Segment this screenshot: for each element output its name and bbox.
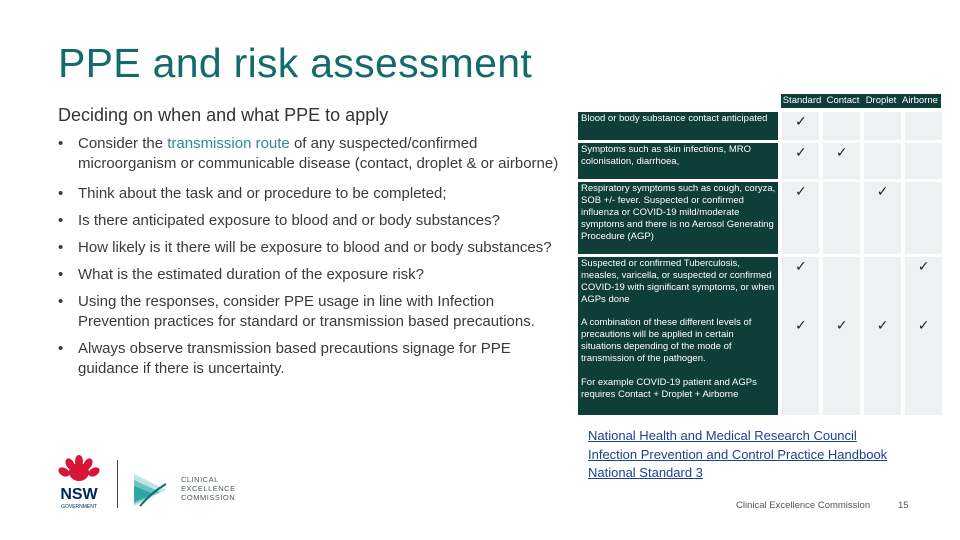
table-row — [578, 112, 942, 140]
check-droplet — [864, 143, 901, 179]
check-contact — [823, 257, 860, 316]
nsw-government-logo — [50, 455, 108, 511]
check-airborne — [905, 143, 942, 179]
table-header — [781, 94, 941, 108]
reference-links — [588, 427, 887, 483]
cec-logo-icon — [130, 470, 170, 510]
check-standard: ✓ — [782, 182, 819, 254]
table-row — [578, 257, 942, 316]
nsw-logo-text: NSW — [60, 486, 98, 503]
bullet-item: • Using the responses, consider PPE usage in line with Infection Prevention practices for standard or transmission based precautions. — [58, 292, 563, 332]
bullet-item: • What is the estimated duration of the exposure risk? — [58, 265, 563, 285]
check-standard: ✓ — [782, 257, 819, 316]
column-header-droplet: Droplet — [865, 95, 897, 106]
row-description: Symptoms such as skin infections, MRO colonisation, diarrhoea, — [578, 143, 778, 179]
nsw-logo-subtext: GOVERNMENT — [61, 504, 97, 510]
check-contact: ✓ — [823, 143, 860, 179]
link-ipc-handbook[interactable]: Infection Prevention and Control Practice Handbook — [588, 446, 888, 462]
row-description: Suspected or confirmed Tuberculosis, measles, varicella, or suspected or confirmed COVID-19 with significant symptoms, or when AGPs done — [578, 257, 778, 316]
bullet-list — [58, 134, 563, 379]
column-header-airborne: Airborne — [902, 95, 938, 106]
slide-title: PPE and risk assessment — [58, 40, 533, 86]
row-description: Respiratory symptoms such as cough, coryza, SOB +/- fever. Suspected or confirmed influenza or COVID-19 mild/moderate symptoms and there is no Aerosol Generating Procedure (AGP) — [578, 182, 778, 254]
row-description: Blood or body substance contact anticipated — [578, 112, 778, 140]
check-contact — [823, 182, 860, 254]
footer-org: Clinical Excellence Commission — [736, 500, 871, 511]
bullet-item: • Think about the task and or procedure to be completed; — [58, 184, 563, 204]
check-contact: ✓ — [823, 316, 860, 415]
link-nhmrc[interactable]: National Health and Medical Research Council — [588, 428, 857, 443]
bullet-item: • How likely is it there will be exposure to blood and or body substances? — [58, 238, 563, 258]
waratah-icon — [57, 455, 101, 481]
column-header-standard: Standard — [782, 95, 822, 106]
check-airborne — [905, 182, 942, 254]
bullet-item: • Consider the transmission route of any suspected/confirmed microorganism or communicable disease (contact, droplet & or airborne) — [58, 134, 563, 174]
table-row — [578, 143, 942, 179]
page-number: 15 — [898, 500, 909, 511]
check-contact — [823, 112, 860, 140]
check-standard: ✓ — [782, 112, 819, 140]
link-national-standard-3[interactable]: National Standard 3 — [588, 465, 703, 480]
check-airborne: ✓ — [905, 316, 942, 415]
ppe-precautions-table — [578, 112, 942, 415]
check-droplet: ✓ — [864, 316, 901, 415]
column-header-contact: Contact — [826, 95, 860, 106]
table-row — [578, 182, 942, 254]
check-droplet — [864, 112, 901, 140]
slide-subtitle: Deciding on when and what PPE to apply — [58, 105, 389, 125]
highlight-transmission-route: transmission route — [167, 135, 290, 152]
check-standard: ✓ — [782, 316, 819, 415]
row-description: A combination of these different levels of precautions will be applied in certain situations depending of the mode of transmission of the pathogen. For example COVID-19 patient and AGPs requires Contact + Droplet + Airborne — [578, 316, 778, 415]
table-row — [578, 316, 942, 415]
bullet-item: • Is there anticipated exposure to blood and or body substances? — [58, 211, 563, 231]
check-airborne: ✓ — [905, 257, 942, 316]
bullet-item: • Always observe transmission based precautions signage for PPE guidance if there is uncertainty. — [58, 339, 563, 379]
check-droplet: ✓ — [864, 182, 901, 254]
check-droplet — [864, 257, 901, 316]
logo-divider — [117, 460, 118, 508]
check-standard: ✓ — [782, 143, 819, 179]
cec-logo-text: CLINICAL EXCELLENCE COMMISSION — [181, 475, 236, 502]
check-airborne — [905, 112, 942, 140]
